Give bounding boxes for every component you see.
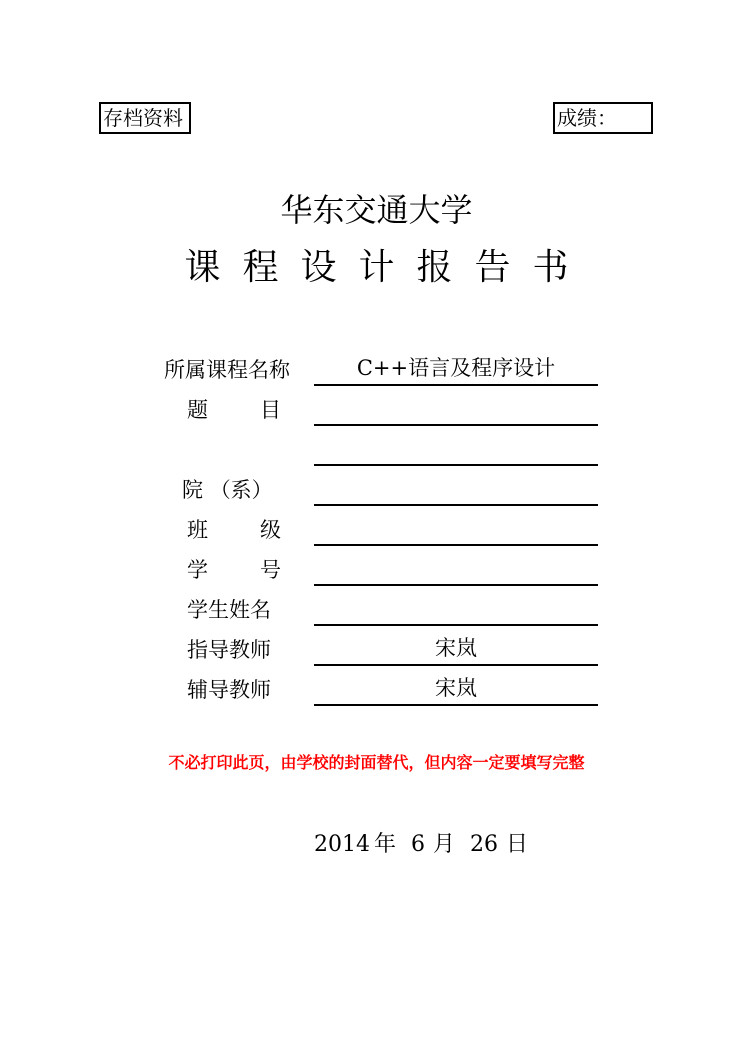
topic-value[interactable] — [314, 394, 598, 426]
report-title: 课程设计报告书 — [184, 247, 591, 288]
date-year: 2014 — [314, 832, 370, 857]
print-notice: 不必打印此页，由学校的封面替代，但内容一定要填写完整 — [168, 753, 585, 772]
date-day: 26 — [470, 832, 499, 857]
report-date — [314, 830, 536, 860]
assistant-label: 辅导教师 — [187, 678, 271, 702]
grade-label: 成绩： — [557, 106, 617, 130]
date-year-unit: 年 — [374, 832, 397, 857]
department-label — [182, 476, 273, 504]
department-value[interactable] — [314, 474, 598, 506]
archive-label: 存档资料 — [103, 106, 183, 130]
topic-row — [0, 388, 753, 428]
class-label — [187, 516, 281, 544]
date-month-unit: 月 — [433, 832, 456, 857]
class-value[interactable] — [314, 514, 598, 546]
assistant-row — [0, 668, 753, 708]
topic-continuation-row — [0, 428, 753, 468]
topic-label — [187, 396, 281, 424]
course-label: 所属课程名称 — [164, 358, 290, 382]
class-label-part-1: 班 — [187, 518, 208, 542]
topic-continuation-value[interactable] — [314, 434, 598, 466]
student-id-label — [187, 556, 281, 584]
student-name-label: 学生姓名 — [187, 598, 271, 622]
class-label-part-2: 级 — [260, 518, 281, 542]
assistant-value[interactable]: 宋岚 — [314, 674, 598, 706]
department-row — [0, 468, 753, 508]
university-name: 华东交通大学 — [280, 191, 473, 229]
student-name-row — [0, 588, 753, 628]
student-id-row — [0, 548, 753, 588]
department-label-part-2: （系） — [209, 478, 273, 502]
date-month: 6 — [411, 832, 426, 857]
advisor-label: 指导教师 — [187, 638, 271, 662]
advisor-row — [0, 628, 753, 668]
course-value[interactable]: C++语言及程序设计 — [314, 354, 598, 386]
grade-box — [553, 102, 653, 134]
topic-label-part-1: 题 — [187, 398, 208, 422]
archive-label-box — [99, 102, 191, 134]
student-id-value[interactable] — [314, 554, 598, 586]
class-row — [0, 508, 753, 548]
student-name-value[interactable] — [314, 594, 598, 626]
student-id-label-part-1: 学 — [187, 558, 208, 582]
topic-label-part-2: 目 — [260, 398, 281, 422]
department-label-part-1: 院 — [182, 478, 203, 502]
course-row — [0, 348, 753, 388]
student-id-label-part-2: 号 — [260, 558, 281, 582]
date-day-unit: 日 — [506, 832, 529, 857]
advisor-value[interactable]: 宋岚 — [314, 634, 598, 666]
